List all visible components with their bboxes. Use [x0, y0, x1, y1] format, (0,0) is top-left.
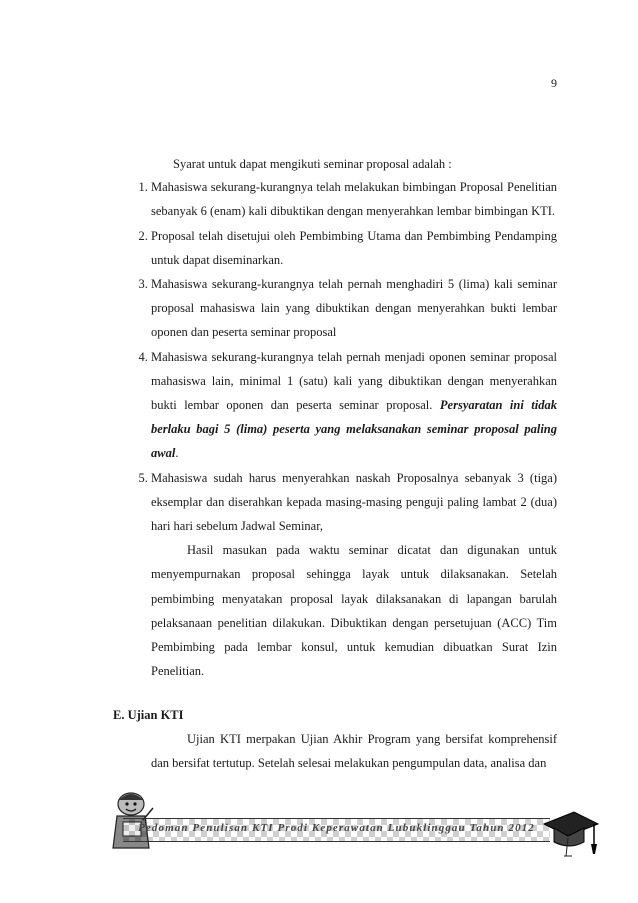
section-body: Ujian KTI merpakan Ujian Akhir Program yang bersifat komprehensif dan bersifat tertutup. Setelah selesai melakukan pengumpulan data, analisa dan: [151, 732, 557, 771]
list-item-text: Mahasiswa sudah harus menyerahkan naskah Proposalnya sebanyak 3 (tiga) eksemplar dan diserahkan kepada masing-masing penguji paling lambat 2 (dua) hari hari sebelum Jadwal Seminar,: [151, 470, 557, 534]
footer-bar: [123, 818, 550, 842]
list-item-text: Mahasiswa sekurang-kurangnya telah melakukan bimbingan Proposal Penelitian sebanyak 6 (enam) kali dibuktikan dengan menyerahkan lembar bimbingan KTI.: [151, 180, 557, 219]
list-item-text: Mahasiswa sekurang-kurangnya telah pernah menghadiri 5 (lima) kali seminar proposal mahasiswa lain yang dibuktikan dengan menyerahkan bukti lembar oponen dan peserta seminar proposal: [151, 277, 557, 340]
intro-text: Syarat untuk dapat mengikuti seminar proposal adalah :: [173, 157, 452, 171]
requirements-block: [120, 152, 557, 683]
list-item: [151, 466, 557, 684]
requirements-list: [120, 175, 557, 683]
list-item-text: Proposal telah disetujui oleh Pembimbing Utama dan Pembimbing Pendamping untuk dapat diseminarkan.: [151, 228, 557, 267]
list-item: [151, 345, 557, 466]
page-number: 9: [551, 76, 557, 90]
list-item-suffix: .: [175, 446, 179, 461]
list-item: [151, 224, 557, 272]
section-heading: E. Ujian KTI: [113, 708, 184, 722]
graduation-cap-icon: [540, 800, 600, 860]
follow-up-paragraph: Hasil masukan pada waktu seminar dicatat dan digunakan untuk menyempurnakan proposal sehingga layak untuk dilaksanakan. Setelah pembimbing menyatakan proposal layak dilaksanakan di lapangan barulah pelaksanaan penelitian dilakukan. Dibuktikan dengan persetujuan (ACC) Tim Pembimbing pada lembar konsul, untuk kemudian dibuatkan Surat Izin Penelitian.: [151, 543, 557, 679]
emphasis-text: Persyaratan ini tidak berlaku bagi 5 (lima) peserta yang melaksanakan seminar proposal paling awal: [151, 398, 558, 461]
list-item: [151, 272, 557, 345]
footer-text: Pedoman Penulisan KTI Prodi Keperawatan Lubuklinggau Tahun 2012: [138, 822, 535, 834]
list-item: [151, 175, 557, 223]
list-item-text: Mahasiswa sekurang-kurangnya telah pernah menjadi oponen seminar proposal mahasiswa lain, minimal 1 (satu) kali yang dibuktikan dengan menyerahkan bukti lembar oponen dan peserta seminar proposal.: [151, 349, 557, 413]
